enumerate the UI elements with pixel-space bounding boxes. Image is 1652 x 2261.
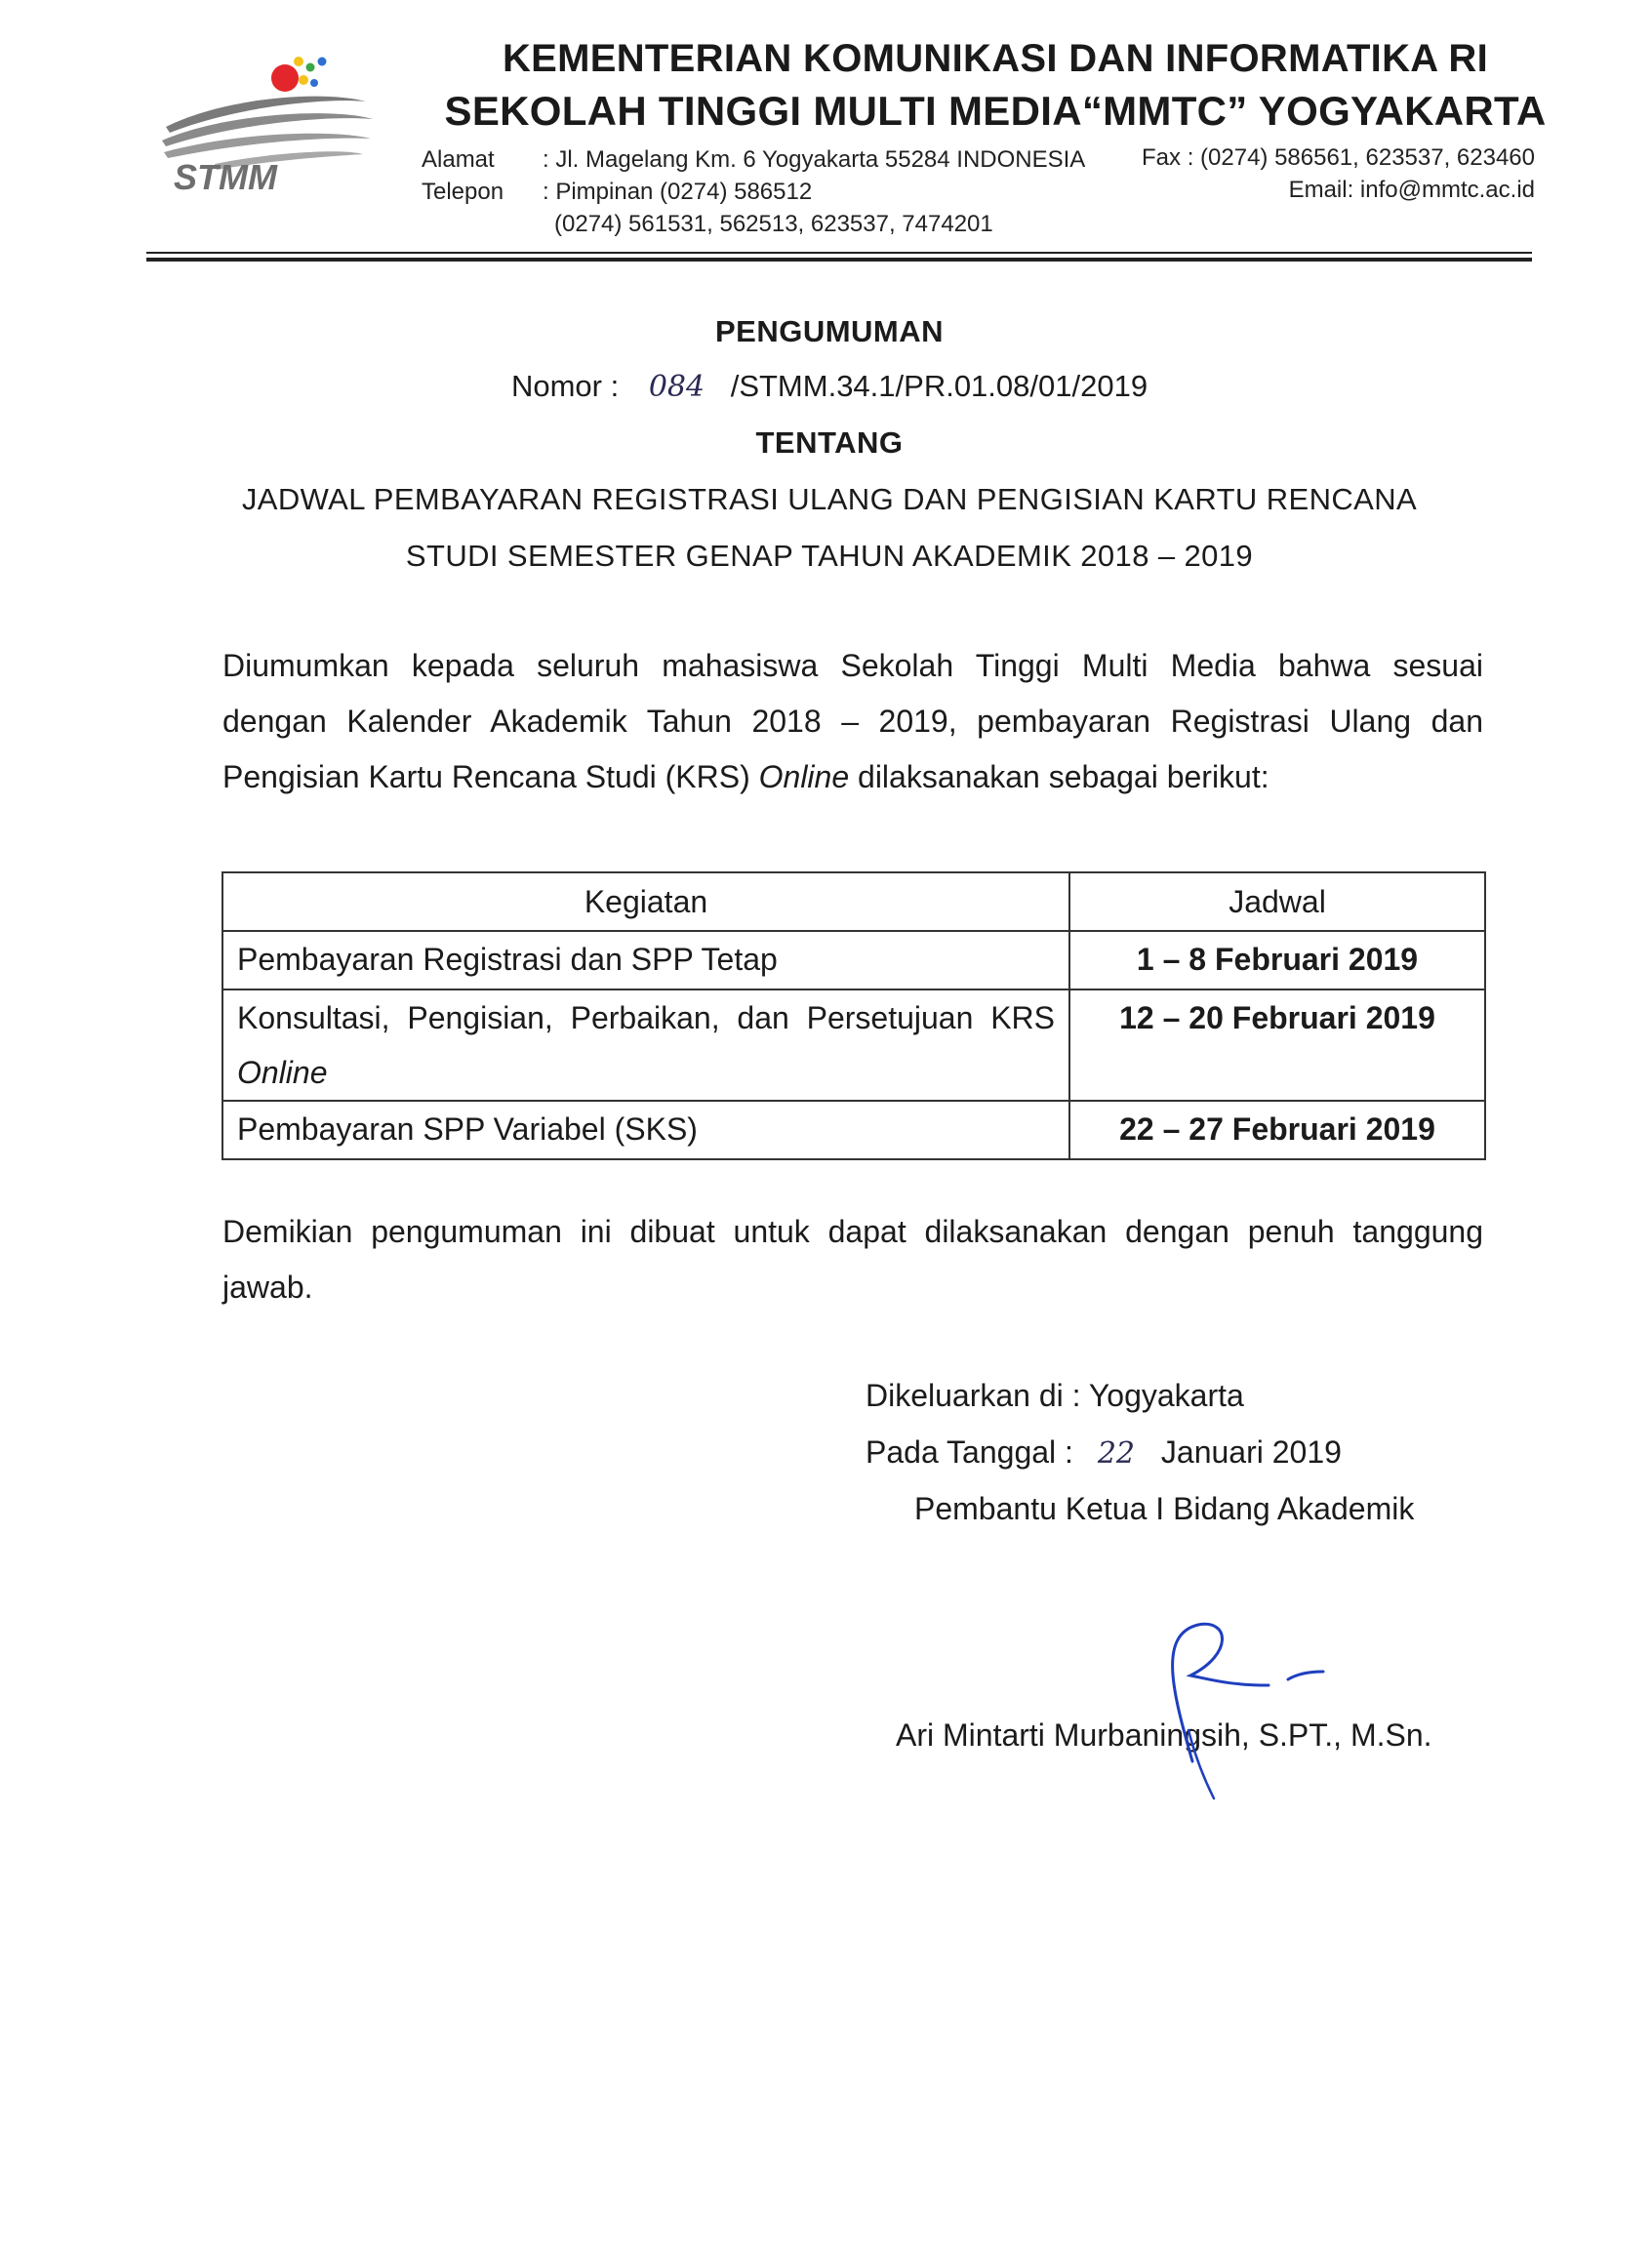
nomor-suffix: /STMM.34.1/PR.01.08/01/2019 — [730, 369, 1148, 403]
intro-line-3: Pengisian Kartu Rencana Studi (KRS) Online dilaksanakan sebagai berikut: — [222, 759, 1269, 794]
reference-number — [176, 369, 1483, 404]
logo-green-dot — [306, 63, 315, 72]
fax-number: Fax : (0274) 586561, 623537, 623460 — [1142, 144, 1535, 171]
ministry-name: KEMENTERIAN KOMUNIKASI DAN INFORMATIKA RI — [502, 37, 1489, 80]
school-name: SEKOLAH TINGGI MULTI MEDIA“MMTC” YOGYAKARTA — [444, 88, 1547, 134]
intro-line-1: Diumumkan kepada seluruh mahasiswa Sekolah Tinggi Multi Media bahwa sesuai — [222, 648, 1483, 683]
subject-line-1: JADWAL PEMBAYARAN REGISTRASI ULANG DAN PENGISIAN KARTU RENCANA — [241, 482, 1418, 516]
activity-cell: Konsultasi, Pengisian, Perbaikan, dan Persetujuan KRS Online — [222, 989, 1069, 1101]
schedule-table — [222, 871, 1486, 1160]
handwritten-day: 22 — [1097, 1436, 1135, 1471]
signer-name: Ari Mintarti Murbaningsih, S.PT., M.Sn. — [896, 1717, 1432, 1753]
column-header-kegiatan: Kegiatan — [222, 872, 1069, 931]
header-rule-top — [146, 252, 1532, 254]
phone-label: Telepon — [422, 179, 504, 205]
intro-line-2: dengan Kalender Akademik Tahun 2018 – 2019, pembayaran Registrasi Ulang dan — [222, 704, 1483, 739]
issued-place: Dikeluarkan di : Yogyakarta — [866, 1378, 1244, 1413]
closing-paragraph — [222, 1204, 1483, 1315]
table-row — [222, 989, 1485, 1101]
email-address: Email: info@mmtc.ac.id — [1288, 177, 1535, 203]
table-row — [222, 1101, 1485, 1159]
phone-extra: (0274) 561531, 562513, 623537, 7474201 — [554, 211, 993, 237]
activity-cell: Pembayaran Registrasi dan SPP Tetap — [222, 931, 1069, 989]
issued-date: Pada Tanggal : 22 Januari 2019 — [866, 1434, 1342, 1471]
date-cell: 12 – 20 Februari 2019 — [1069, 989, 1485, 1101]
activity-cell: Pembayaran SPP Variabel (SKS) — [222, 1101, 1069, 1159]
table-header-row — [222, 872, 1485, 931]
handwritten-number: 084 — [648, 370, 705, 404]
logo-blue-dot — [318, 58, 327, 66]
address-value: : Jl. Magelang Km. 6 Yogyakarta 55284 INDONESIA — [543, 146, 1086, 173]
phone-value: : Pimpinan (0274) 586512 — [543, 179, 813, 205]
closing-line-1: Demikian pengumuman ini dibuat untuk dapat dilaksanakan dengan penuh tanggung — [222, 1214, 1483, 1249]
logo-wordmark: STMM — [174, 157, 277, 197]
date-cell: 22 – 27 Februari 2019 — [1069, 1101, 1485, 1159]
intro-paragraph — [222, 638, 1483, 805]
signer-position: Pembantu Ketua I Bidang Akademik — [914, 1491, 1415, 1526]
nomor-label: Nomor : — [510, 369, 620, 403]
logo-red-dot — [271, 64, 299, 92]
closing-line-2: jawab. — [222, 1270, 313, 1305]
logo-yellow-dot — [294, 57, 303, 66]
announcement-title: PENGUMUMAN — [714, 314, 945, 348]
address-label: Alamat — [422, 146, 495, 173]
column-header-jadwal: Jadwal — [1069, 872, 1485, 931]
table-row — [222, 931, 1485, 989]
tentang-label: TENTANG — [755, 425, 904, 460]
subject-line-2: STUDI SEMESTER GENAP TAHUN AKADEMIK 2018 – 2019 — [405, 539, 1254, 573]
date-cell: 1 – 8 Februari 2019 — [1069, 931, 1485, 989]
handwritten-signature — [1122, 1615, 1337, 1810]
institution-logo — [156, 51, 381, 197]
header-rule-bottom — [146, 258, 1532, 262]
